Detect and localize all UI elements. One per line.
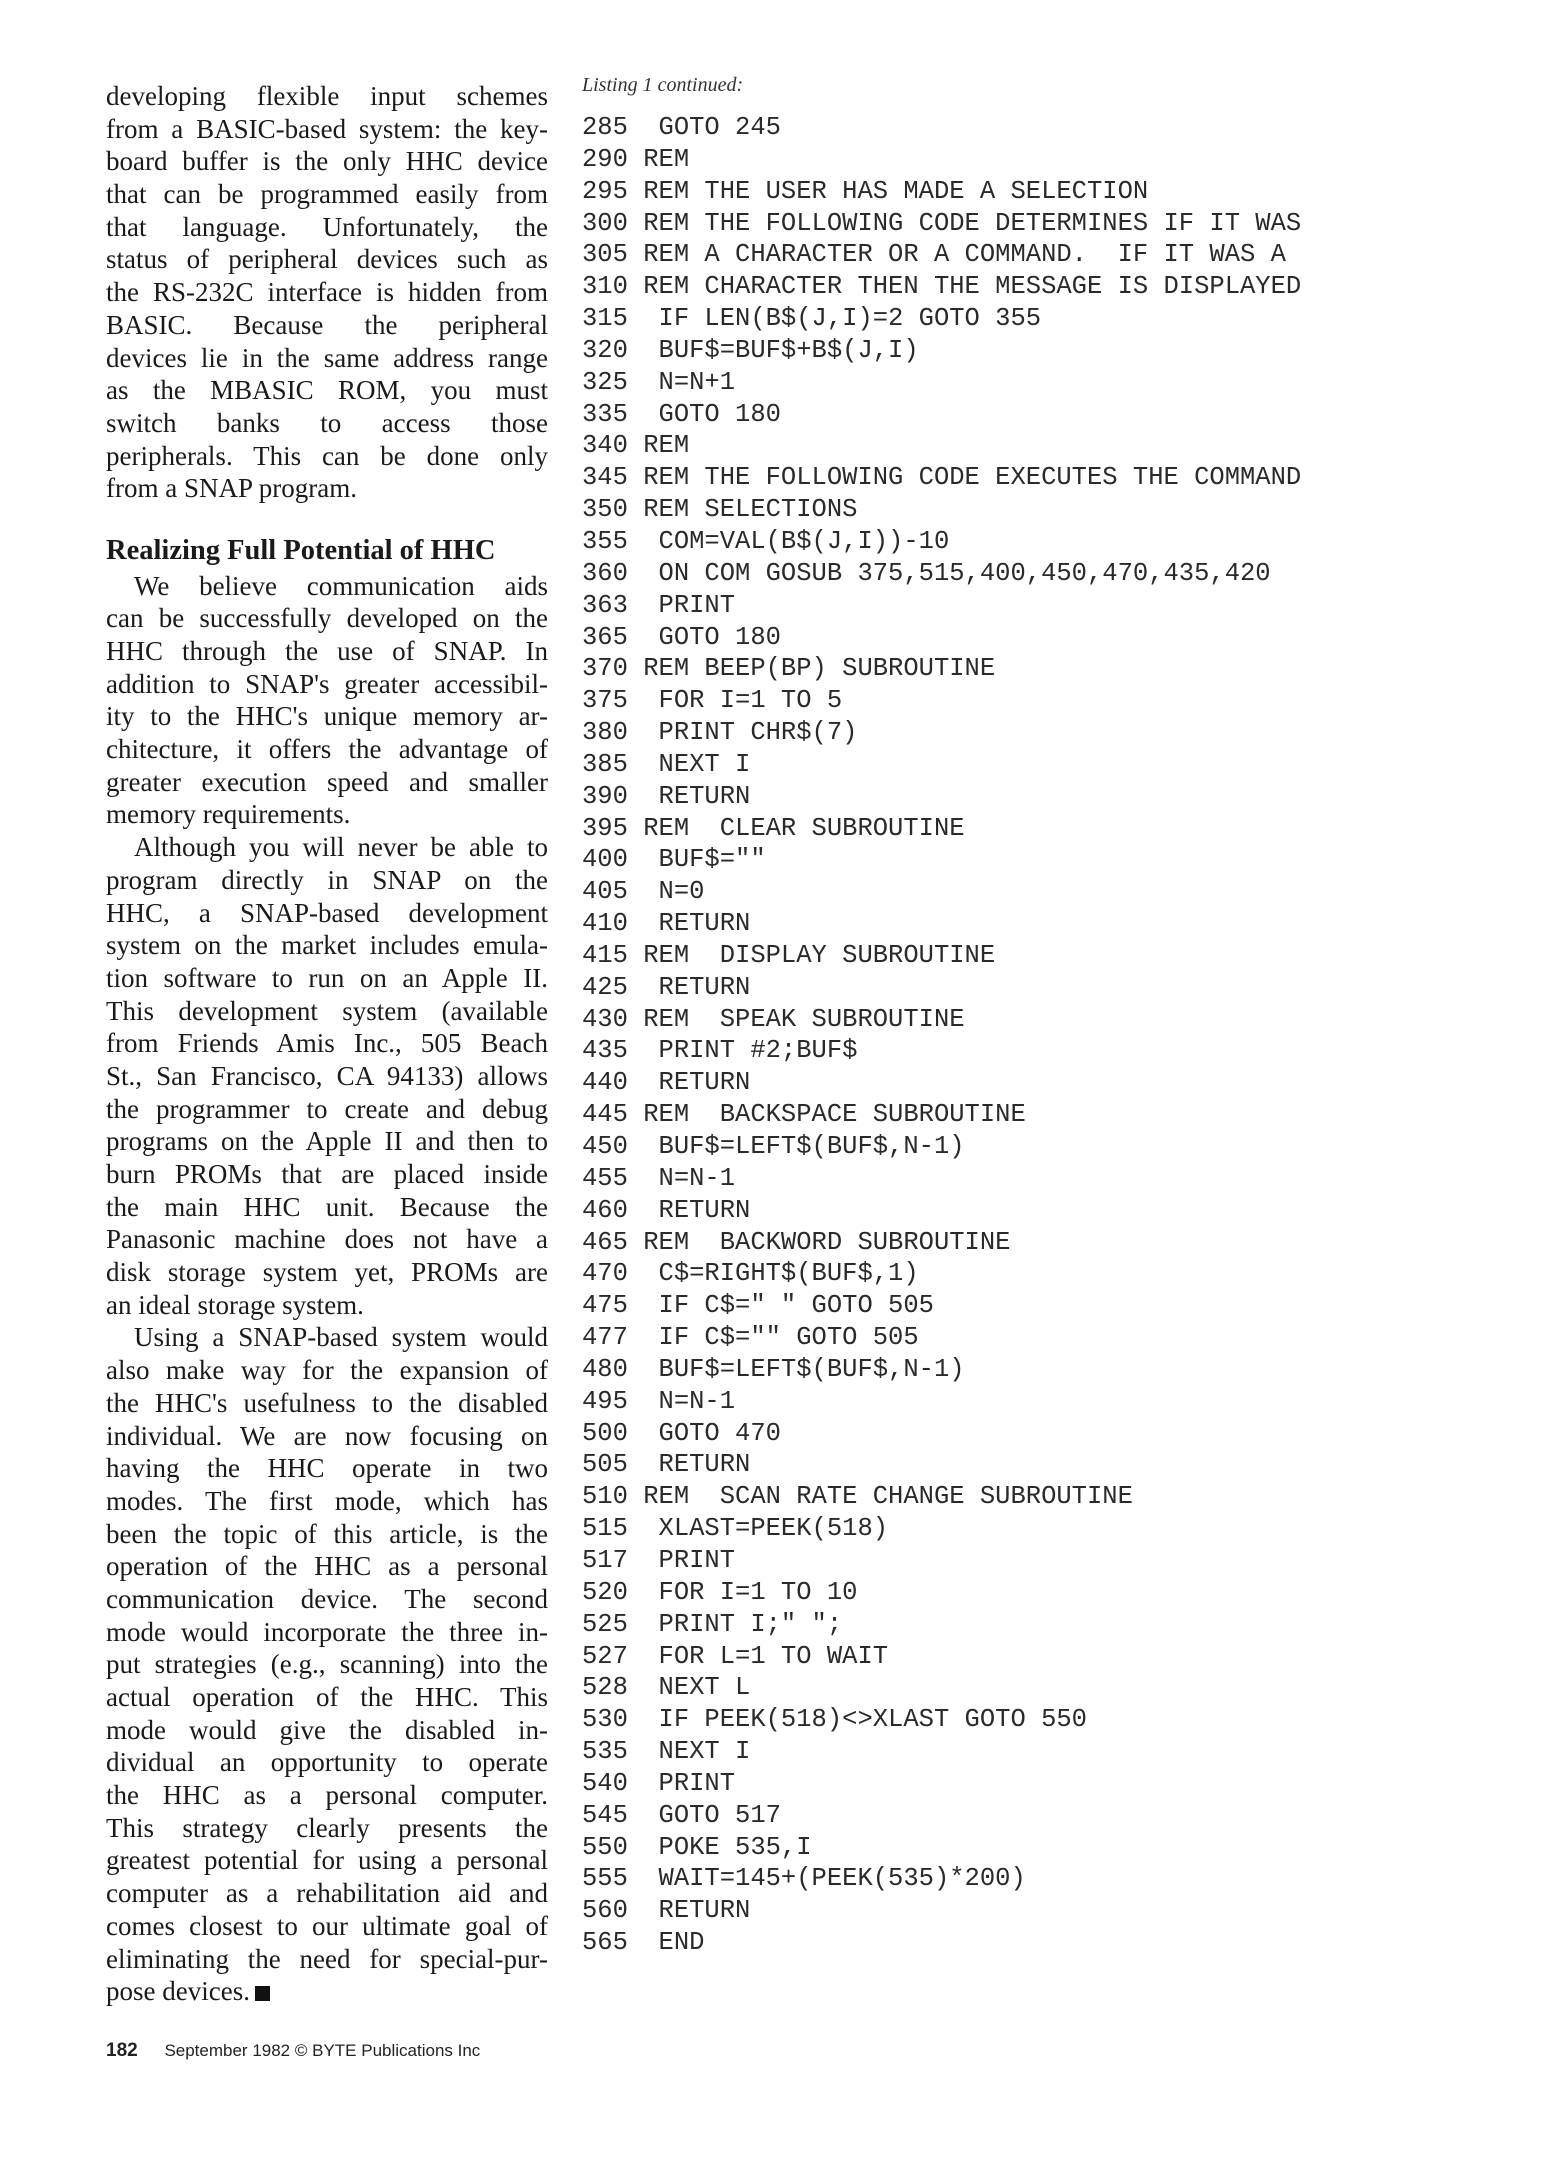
text-line: the HHC's usefulness to the disabled bbox=[106, 1387, 548, 1418]
text-line: chitecture, it offers the advantage of bbox=[106, 734, 548, 765]
code-line: 540 PRINT bbox=[582, 1768, 736, 1798]
code-listing bbox=[582, 70, 1301, 1959]
code-line: 415 REM DISPLAY SUBROUTINE bbox=[582, 940, 996, 970]
code-line: 477 IF C$="" GOTO 505 bbox=[582, 1323, 919, 1353]
code-line: 517 PRINT bbox=[582, 1545, 736, 1575]
text-line: Panasonic machine does not have a bbox=[106, 1224, 548, 1255]
code-line: 445 REM BACKSPACE SUBROUTINE bbox=[582, 1100, 1026, 1130]
text-line: put strategies (e.g., scanning) into the bbox=[106, 1649, 548, 1680]
text-line: the main HHC unit. Because the bbox=[106, 1191, 548, 1222]
code-line: 525 PRINT I;" "; bbox=[582, 1609, 843, 1639]
text-line: an ideal storage system. bbox=[106, 1289, 364, 1320]
code-line: 465 REM BACKWORD SUBROUTINE bbox=[582, 1227, 1011, 1257]
text-line: mode would incorporate the three in- bbox=[106, 1616, 548, 1647]
code-line: 400 BUF$="" bbox=[582, 845, 766, 875]
footer-credit: September 1982 © BYTE Publications Inc bbox=[164, 2041, 481, 2060]
text-line: program directly in SNAP on the bbox=[106, 864, 548, 895]
text-line: the HHC as a personal computer. bbox=[106, 1780, 548, 1811]
code-line: 365 GOTO 180 bbox=[582, 622, 781, 652]
text-line: peripherals. This can be done only bbox=[106, 440, 548, 471]
text-line: as the MBASIC ROM, you must bbox=[106, 375, 548, 406]
code-line: 480 BUF$=LEFT$(BUF$,N-1) bbox=[582, 1354, 965, 1384]
code-line: 295 REM THE USER HAS MADE A SELECTION bbox=[582, 176, 1149, 206]
code-line: 430 REM SPEAK SUBROUTINE bbox=[582, 1004, 965, 1034]
text-line: ity to the HHC's unique memory ar- bbox=[106, 701, 548, 732]
text-line: addition to SNAP's greater accessibil- bbox=[106, 668, 548, 699]
code-line: 440 RETURN bbox=[582, 1068, 751, 1098]
listing-code bbox=[582, 112, 1301, 1959]
text-line: mode would give the disabled in- bbox=[106, 1714, 548, 1745]
code-line: 363 PRINT bbox=[582, 590, 736, 620]
text-line: computer as a rehabilitation aid and bbox=[106, 1878, 548, 1909]
text-line: from a SNAP program. bbox=[106, 473, 357, 504]
text-line: individual. We are now focusing on bbox=[106, 1420, 548, 1451]
text-line: We believe communication aids bbox=[134, 570, 548, 601]
code-line: 435 PRINT #2;BUF$ bbox=[582, 1036, 858, 1066]
text-line: Although you will never be able to bbox=[134, 832, 548, 863]
code-line: 450 BUF$=LEFT$(BUF$,N-1) bbox=[582, 1132, 965, 1161]
code-line: 545 GOTO 517 bbox=[582, 1800, 781, 1830]
text-line: programs on the Apple II and then to bbox=[106, 1126, 548, 1157]
text-line: the RS-232C interface is hidden from bbox=[106, 277, 548, 308]
code-line: 320 BUF$=BUF$+B$(J,I) bbox=[582, 335, 919, 365]
code-line: 460 RETURN bbox=[582, 1195, 751, 1225]
paragraph-2 bbox=[106, 570, 548, 832]
text-line: HHC through the use of SNAP. In bbox=[106, 636, 548, 666]
code-line: 510 REM SCAN RATE CHANGE SUBROUTINE bbox=[582, 1482, 1133, 1512]
text-line: that can be programmed easily from bbox=[106, 179, 548, 210]
paragraph-1 bbox=[106, 80, 548, 505]
text-line: tion software to run on an Apple II. bbox=[106, 962, 548, 993]
text-line: dividual an opportunity to operate bbox=[106, 1747, 548, 1778]
text-line: that language. Unfortunately, the bbox=[106, 211, 548, 242]
text-line: comes closest to our ultimate goal of bbox=[106, 1910, 548, 1941]
text-line: devices lie in the same address range bbox=[106, 342, 548, 373]
code-line: 425 RETURN bbox=[582, 972, 751, 1002]
text-line: operation of the HHC as a personal bbox=[106, 1551, 548, 1582]
text-line: been the topic of this article, is the bbox=[106, 1518, 548, 1549]
code-line: 285 GOTO 245 bbox=[582, 113, 781, 142]
code-line: 470 C$=RIGHT$(BUF$,1) bbox=[582, 1259, 919, 1289]
text-line: This strategy clearly presents the bbox=[106, 1812, 548, 1843]
code-line: 360 ON COM GOSUB 375,515,400,450,470,435,420 bbox=[582, 558, 1271, 588]
text-line: BASIC. Because the peripheral bbox=[106, 309, 548, 340]
end-of-article-mark bbox=[255, 1986, 270, 2001]
text-line: from a BASIC-based system: the key- bbox=[106, 113, 548, 144]
code-line: 555 WAIT=145+(PEEK(535)*200) bbox=[582, 1864, 1026, 1894]
paragraph-3 bbox=[106, 831, 548, 1321]
text-line: memory requirements. bbox=[106, 799, 351, 830]
text-line: modes. The first mode, which has bbox=[106, 1485, 548, 1516]
code-line: 375 FOR I=1 TO 5 bbox=[582, 686, 843, 716]
text-line: having the HHC operate in two bbox=[106, 1453, 548, 1484]
text-line: This development system (available bbox=[106, 995, 548, 1026]
text-line: can be successfully developed on the bbox=[106, 603, 548, 634]
paragraph-4 bbox=[106, 1321, 548, 2007]
code-line: 527 FOR L=1 TO WAIT bbox=[582, 1641, 889, 1671]
text-line: pose devices. bbox=[106, 1975, 548, 2008]
code-line: 310 REM CHARACTER THEN THE MESSAGE IS DISPLAYED bbox=[582, 272, 1302, 302]
text-line: burn PROMs that are placed inside bbox=[106, 1159, 548, 1189]
page-footer bbox=[106, 2040, 480, 2062]
text-line: from Friends Amis Inc., 505 Beach bbox=[106, 1028, 548, 1059]
code-line: 405 N=0 bbox=[582, 877, 705, 907]
article-column bbox=[106, 80, 548, 2008]
text-line: communication device. The second bbox=[106, 1583, 548, 1614]
code-line: 515 XLAST=PEEK(518) bbox=[582, 1514, 889, 1544]
code-line: 290 REM bbox=[582, 144, 690, 174]
code-line: 520 FOR I=1 TO 10 bbox=[582, 1577, 858, 1607]
text-line: greatest potential for using a personal bbox=[106, 1845, 548, 1876]
code-line: 455 N=N-1 bbox=[582, 1163, 736, 1193]
code-line: 530 IF PEEK(518)<>XLAST GOTO 550 bbox=[582, 1705, 1087, 1735]
text-line: switch banks to access those bbox=[106, 407, 548, 438]
code-line: 395 REM CLEAR SUBROUTINE bbox=[582, 813, 965, 843]
page-number: 182 bbox=[106, 2040, 138, 2061]
code-line: 505 RETURN bbox=[582, 1450, 751, 1480]
code-line: 340 REM bbox=[582, 431, 690, 461]
code-line: 550 POKE 535,I bbox=[582, 1832, 812, 1862]
listing-caption: Listing 1 continued: bbox=[582, 74, 744, 96]
code-line: 315 IF LEN(B$(J,I)=2 GOTO 355 bbox=[582, 304, 1042, 334]
text-line: developing flexible input schemes bbox=[106, 81, 548, 111]
code-line: 385 NEXT I bbox=[582, 749, 751, 779]
text-line: HHC, a SNAP-based development bbox=[106, 897, 548, 928]
code-line: 528 NEXT L bbox=[582, 1673, 751, 1703]
code-line: 380 PRINT CHR$(7) bbox=[582, 718, 858, 748]
text-line: the programmer to create and debug bbox=[106, 1093, 548, 1124]
text-line: actual operation of the HHC. This bbox=[106, 1682, 548, 1712]
code-line: 390 RETURN bbox=[582, 781, 751, 811]
code-line: 300 REM THE FOLLOWING CODE DETERMINES IF IT WAS bbox=[582, 208, 1302, 238]
code-line: 350 REM SELECTIONS bbox=[582, 495, 858, 525]
code-line: 335 GOTO 180 bbox=[582, 399, 781, 429]
code-line: 355 COM=VAL(B$(J,I))-10 bbox=[582, 526, 950, 556]
code-line: 325 N=N+1 bbox=[582, 367, 736, 397]
code-line: 500 GOTO 470 bbox=[582, 1418, 781, 1448]
text-line: disk storage system yet, PROMs are bbox=[106, 1257, 548, 1288]
text-line: also make way for the expansion of bbox=[106, 1355, 548, 1386]
text-line: status of peripheral devices such as bbox=[106, 244, 548, 275]
text-line: Using a SNAP-based system would bbox=[134, 1322, 548, 1353]
text-line: board buffer is the only HHC device bbox=[106, 146, 548, 177]
code-line: 305 REM A CHARACTER OR A COMMAND. IF IT WAS A bbox=[582, 240, 1286, 270]
code-line: 560 RETURN bbox=[582, 1896, 751, 1926]
code-line: 370 REM BEEP(BP) SUBROUTINE bbox=[582, 654, 996, 684]
section-heading: Realizing Full Potential of HHC bbox=[106, 534, 496, 566]
code-line: 565 END bbox=[582, 1928, 705, 1958]
code-line: 475 IF C$=" " GOTO 505 bbox=[582, 1291, 934, 1321]
text-line: St., San Francisco, CA 94133) allows bbox=[106, 1060, 548, 1091]
code-line: 410 RETURN bbox=[582, 909, 751, 939]
text-line: eliminating the need for special-pur- bbox=[106, 1943, 548, 1974]
code-line: 535 NEXT I bbox=[582, 1737, 751, 1767]
text-line: system on the market includes emula- bbox=[106, 930, 548, 961]
text-line: greater execution speed and smaller bbox=[106, 766, 548, 797]
code-line: 495 N=N-1 bbox=[582, 1386, 736, 1416]
code-line: 345 REM THE FOLLOWING CODE EXECUTES THE COMMAND bbox=[582, 463, 1302, 493]
